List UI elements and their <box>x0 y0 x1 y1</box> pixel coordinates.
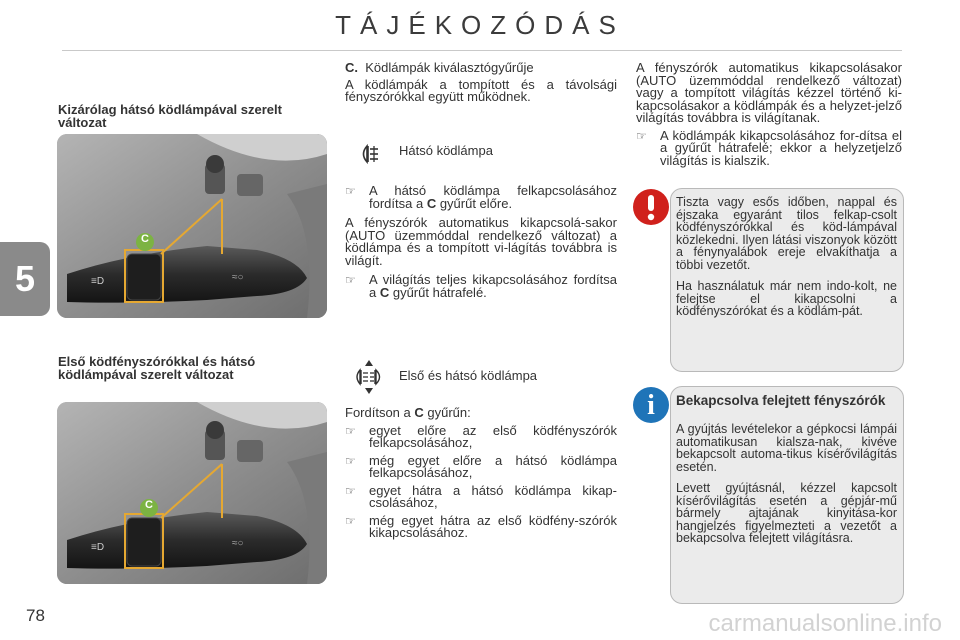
heading-letter: C. <box>345 60 358 75</box>
rear-auto-note: A fényszórók automatikus kikapcsolá-sakor (AUTO üzemmóddal rendelkező változat) a ködlámpa és a tompított vi-lágítás továbbra is világít. <box>345 215 617 268</box>
rear-bullet-on: ☞ A hátsó ködlámpa felkapcsolásához fordítsa a C gyűrűt előre. <box>345 183 617 211</box>
section-title-front-and-rear: Első ködfényszórókkal és hátsó ködlámpával szerelt változat <box>58 354 256 382</box>
stalk-photo-rear-only <box>57 134 327 318</box>
turn-ring-text: Fordítson a C gyűrűn: <box>345 405 471 420</box>
rear-fog-instructions <box>345 185 617 299</box>
pointing-hand-icon: ☞ <box>345 453 356 468</box>
pointing-hand-icon: ☞ <box>345 513 356 528</box>
svg-text:≈○: ≈○ <box>232 538 244 549</box>
photo-label-c: C <box>141 233 149 245</box>
list-item: ☞ egyet előre az első ködfényszórók felkapcsolásához, <box>345 422 617 450</box>
stalk-photo-front-and-rear <box>57 402 327 584</box>
list-item: ☞ még egyet hátra az első ködfény-szórók kikapcsolásához. <box>345 512 617 540</box>
auto-off-note: A fényszórók automatikus kikapcsolásakor (AUTO üzemmóddal rendelkező változat) vagy a tompított világítás kézzel történő ki-kapcsolásakor a ködlámpák és a helyzet-jelző világítás továbbra is világítanak. <box>636 60 902 125</box>
pointing-hand-icon: ☞ <box>345 483 356 498</box>
rear-fog-icon <box>357 143 381 165</box>
pointing-hand-icon: ☞ <box>345 273 356 287</box>
section-title-rear-only: Kizárólag hátsó ködlámpával szerelt változat <box>58 102 282 130</box>
intro-text: A ködlámpák a tompított és a távolsági fényszórókkal együtt működnek. <box>345 76 617 104</box>
front-rear-fog-icon <box>354 360 384 394</box>
warning-text: Tiszta vagy esős időben, nappal és éjszaka egyaránt tilos felkap-csolt ködfényszórókkal és köd-lámpával közlekedni. Ilyen látási viszonyok között a fénynyalábok ereje elvakíthatja a többi vezetőt. Ha használatuk már nem indo-kolt, ne felejtse el kikapcsolni a ködfényszórókat és a ködlám-pát. <box>676 195 897 318</box>
info-content <box>676 394 897 554</box>
stalk-illustration <box>57 134 327 318</box>
front-rear-fog-label: Első és hátsó ködlámpa <box>399 368 538 383</box>
pointing-hand-icon: ☞ <box>345 423 356 438</box>
watermark: carmanualsonline.info <box>708 610 942 637</box>
rear-fog-label: Hátsó ködlámpa <box>399 143 493 158</box>
warning-icon <box>632 188 670 226</box>
header-divider <box>62 50 902 51</box>
stalk-illustration <box>57 402 327 584</box>
middle-column <box>345 62 617 104</box>
list-item: ☞ még egyet előre a hátsó ködlámpa felkapcsolásához, <box>345 452 617 480</box>
page-title: TÁJÉKOZÓDÁS <box>335 10 625 40</box>
pointing-hand-icon: ☞ <box>345 184 356 198</box>
ring-heading: Ködlámpák kiválasztógyűrűje <box>365 60 534 75</box>
front-rear-instructions <box>345 407 617 540</box>
info-icon: i <box>632 386 670 424</box>
svg-text:≡D: ≡D <box>91 276 105 287</box>
list-item: ☞ egyet hátra a hátsó ködlámpa kikap-csolásához, <box>345 482 617 510</box>
svg-text:≡D: ≡D <box>91 542 105 553</box>
page-number: 78 <box>26 606 45 625</box>
pointing-hand-icon: ☞ <box>636 128 647 143</box>
chapter-tab[interactable]: 5 <box>0 242 50 316</box>
rear-bullet-off: ☞ A világítás teljes kikapcsolásához fordítsa a C gyűrűt hátrafelé. <box>345 272 617 300</box>
svg-text:≈○: ≈○ <box>232 272 244 283</box>
info-paragraph: A gyújtás levételekor a gépkocsi lámpái automatikusan kialsza-nak, kivéve bekapcsolt automa-tikus kísérővilágítás esetén. <box>676 422 897 474</box>
fog-off-bullet: ☞ A ködlámpák kikapcsolásához for-dítsa el a gyűrűt hátrafelé; ekkor a helyzetjelző világítás is kialszik. <box>636 127 902 168</box>
info-paragraph: Levett gyújtásnál, kézzel kapcsolt kísérővilágítás esetén a gépjár-mű bármely ajtajának kinyitása-kor hangjelzés figyelmezteti a vezetőt a bekapcsolva felejtett világításra. <box>676 481 897 545</box>
right-column-text <box>636 62 902 167</box>
photo-label-c: C <box>145 499 153 511</box>
info-title: Bekapcsolva felejtett fényszórók <box>676 393 886 408</box>
